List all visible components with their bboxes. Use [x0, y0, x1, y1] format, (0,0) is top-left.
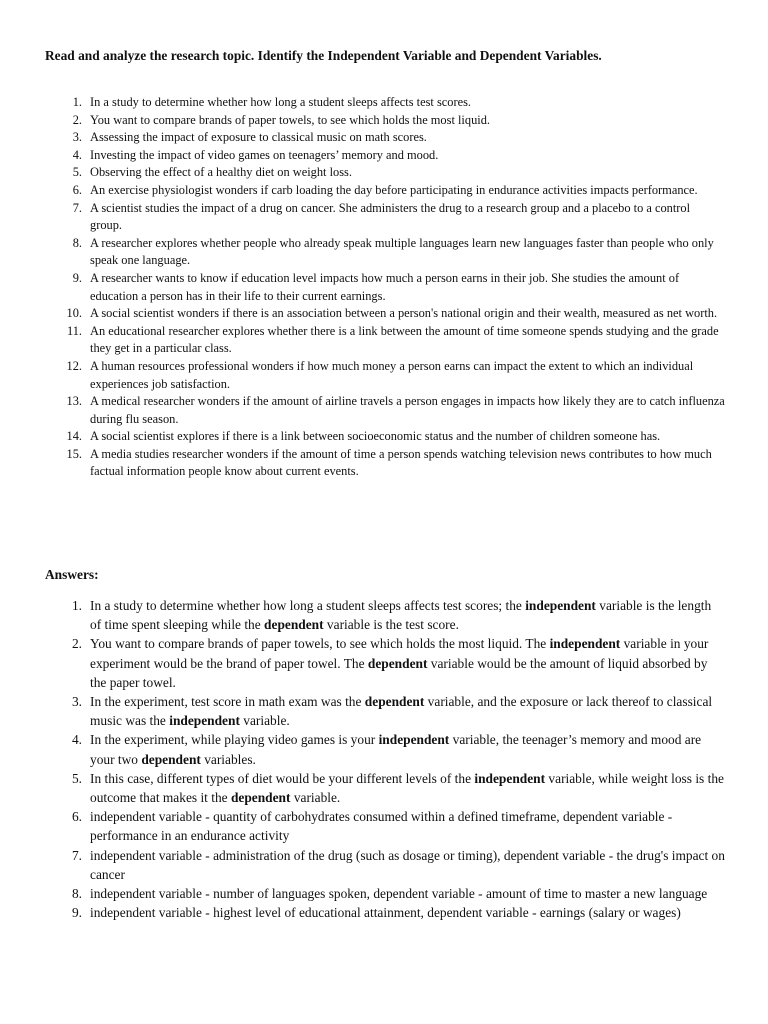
question-number: 14. — [66, 429, 82, 444]
answer-item — [45, 903, 725, 922]
answer-text: variable in your experiment would be the brand of paper towel. The — [90, 636, 709, 671]
question-number: 15. — [66, 446, 82, 461]
answer-keyword: dependent — [367, 655, 428, 671]
answer-text: independent variable - highest level of educational attainment, dependent variable - earnings (salary or wages) — [90, 905, 681, 921]
question-item — [45, 182, 725, 200]
question-text: Observing the effect of a healthy diet on weight loss. — [90, 165, 352, 180]
answer-number: 3. — [71, 694, 82, 710]
question-text: A medical researcher wonders if the amount of airline travels a person engages in impacts how likely they are to catch influenza during flu season. — [90, 394, 725, 426]
answer-text: variables. — [200, 751, 256, 767]
answer-number: 6. — [71, 809, 82, 825]
answers-list — [45, 596, 725, 922]
answer-text: variable, while weight loss is the outcome that makes it the — [90, 770, 724, 806]
answer-number: 5. — [71, 770, 82, 786]
answer-keyword: independent — [378, 732, 450, 748]
question-item — [45, 164, 725, 182]
answer-text: In a study to determine whether how long a student sleeps affects test scores; the — [90, 598, 526, 613]
answer-text: You want to compare brands of paper towels, to see which holds the most liquid. The — [90, 636, 550, 652]
question-number: 13. — [66, 394, 82, 409]
question-number: 5. — [72, 165, 82, 180]
answers-heading: Answers: — [45, 567, 99, 582]
question-number: 4. — [72, 147, 82, 162]
question-item — [45, 358, 725, 393]
answer-text: independent variable - quantity of carbohydrates consumed within a defined timeframe, dependent variable - performance in an endurance activity — [90, 809, 673, 844]
question-number: 1. — [72, 95, 82, 109]
answer-number: 7. — [71, 847, 82, 863]
question-number: 10. — [66, 306, 82, 321]
answer-text: variable would be the amount of liquid absorbed by the paper towel. — [90, 655, 708, 690]
answer-text: In the experiment, test score in math exam was the — [90, 694, 365, 710]
answer-number: 2. — [71, 636, 82, 652]
question-text: A researcher wants to know if education level impacts how much a person earns in their job. She studies the amount of education a person has in their life to their current earnings. — [90, 270, 680, 303]
questions-list — [45, 94, 725, 481]
answer-item — [45, 730, 725, 768]
question-text: A scientist studies the impact of a drug on cancer. She administers the drug to a research group and a placebo to a control group. — [90, 200, 691, 233]
question-text: An educational researcher explores whether there is a link between the amount of time someone spends studying and the grade they get in a particular class. — [90, 323, 719, 356]
answer-text: variable is the length of time spent sleeping while the — [90, 598, 712, 633]
question-item — [45, 200, 725, 235]
question-item — [45, 235, 725, 270]
answer-number: 9. — [71, 905, 82, 921]
answer-text: In the experiment, while playing video games is your — [90, 732, 379, 748]
question-text: A researcher explores whether people who already speak multiple languages learn new languages faster than people who only speak one language. — [90, 235, 714, 268]
question-item — [45, 270, 725, 305]
question-text: A human resources professional wonders if how much money a person earns can impact the extent to which an individual experiences job satisfaction. — [90, 358, 694, 391]
question-item — [45, 129, 725, 147]
question-text: You want to compare brands of paper towels, to see which holds the most liquid. — [90, 112, 490, 127]
answer-keyword: independent — [169, 713, 240, 729]
answer-item — [45, 807, 725, 845]
answer-text: variable is the test score. — [323, 617, 459, 633]
answer-text: In this case, different types of diet would be your different levels of the — [90, 770, 475, 786]
answer-item — [45, 634, 725, 692]
question-number: 7. — [72, 200, 82, 215]
instructions-heading: Read and analyze the research topic. Identify the Independent Variable and Dependent Variables. — [45, 48, 602, 63]
question-item — [45, 305, 725, 323]
answer-keyword: independent — [549, 636, 621, 652]
question-number: 8. — [72, 235, 82, 250]
question-text: A media studies researcher wonders if the amount of time a person spends watching television news contributes to how much factual information people know about current events. — [90, 446, 712, 479]
answer-keyword: independent — [525, 598, 596, 613]
answer-item — [45, 596, 725, 634]
question-item — [45, 94, 725, 112]
answer-text: variable. — [290, 790, 341, 806]
answer-text: variable. — [239, 713, 290, 729]
question-text: In a study to determine whether how long a student sleeps affects test scores. — [90, 95, 472, 109]
answer-text: independent variable - administration of the drug (such as dosage or timing), dependent variable - the drug's impact on cancer — [90, 847, 725, 882]
question-item — [45, 323, 725, 358]
answer-text: independent variable - number of languages spoken, dependent variable - amount of time to master a new language — [90, 886, 708, 902]
answer-text: variable, the teenager’s memory and mood are your two — [90, 732, 702, 767]
question-number: 11. — [66, 323, 82, 338]
answer-keyword: dependent — [230, 790, 291, 806]
question-item — [45, 446, 725, 481]
answer-number: 4. — [71, 732, 82, 748]
question-item — [45, 393, 725, 428]
question-number: 6. — [72, 182, 82, 197]
question-text: Investing the impact of video games on teenagers’ memory and mood. — [90, 147, 439, 162]
question-number: 2. — [72, 112, 82, 127]
answer-item — [45, 769, 725, 807]
question-item — [45, 112, 725, 130]
question-text: A social scientist explores if there is a link between socioeconomic status and the number of children someone has. — [90, 429, 661, 444]
question-text: Assessing the impact of exposure to classical music on math scores. — [90, 130, 427, 145]
answer-number: 1. — [71, 598, 82, 613]
answer-item — [45, 884, 725, 903]
answer-number: 8. — [71, 886, 82, 902]
question-item — [45, 147, 725, 165]
answer-text: variable, and the exposure or lack thereof to classical music was the — [90, 694, 713, 729]
answer-keyword: dependent — [264, 617, 324, 633]
question-text: An exercise physiologist wonders if carb loading the day before participating in endurance activities impacts performance. — [90, 182, 698, 197]
question-number: 3. — [72, 130, 82, 145]
answer-keyword: dependent — [364, 694, 425, 710]
question-text: A social scientist wonders if there is an association between a person's national origin and their wealth, measured as net worth. — [90, 306, 718, 321]
answer-keyword: dependent — [141, 751, 201, 767]
question-number: 9. — [72, 270, 82, 285]
question-item — [45, 428, 725, 446]
question-number: 12. — [66, 358, 82, 373]
answer-item — [45, 692, 725, 730]
answer-item — [45, 846, 725, 884]
answer-keyword: independent — [474, 770, 546, 786]
